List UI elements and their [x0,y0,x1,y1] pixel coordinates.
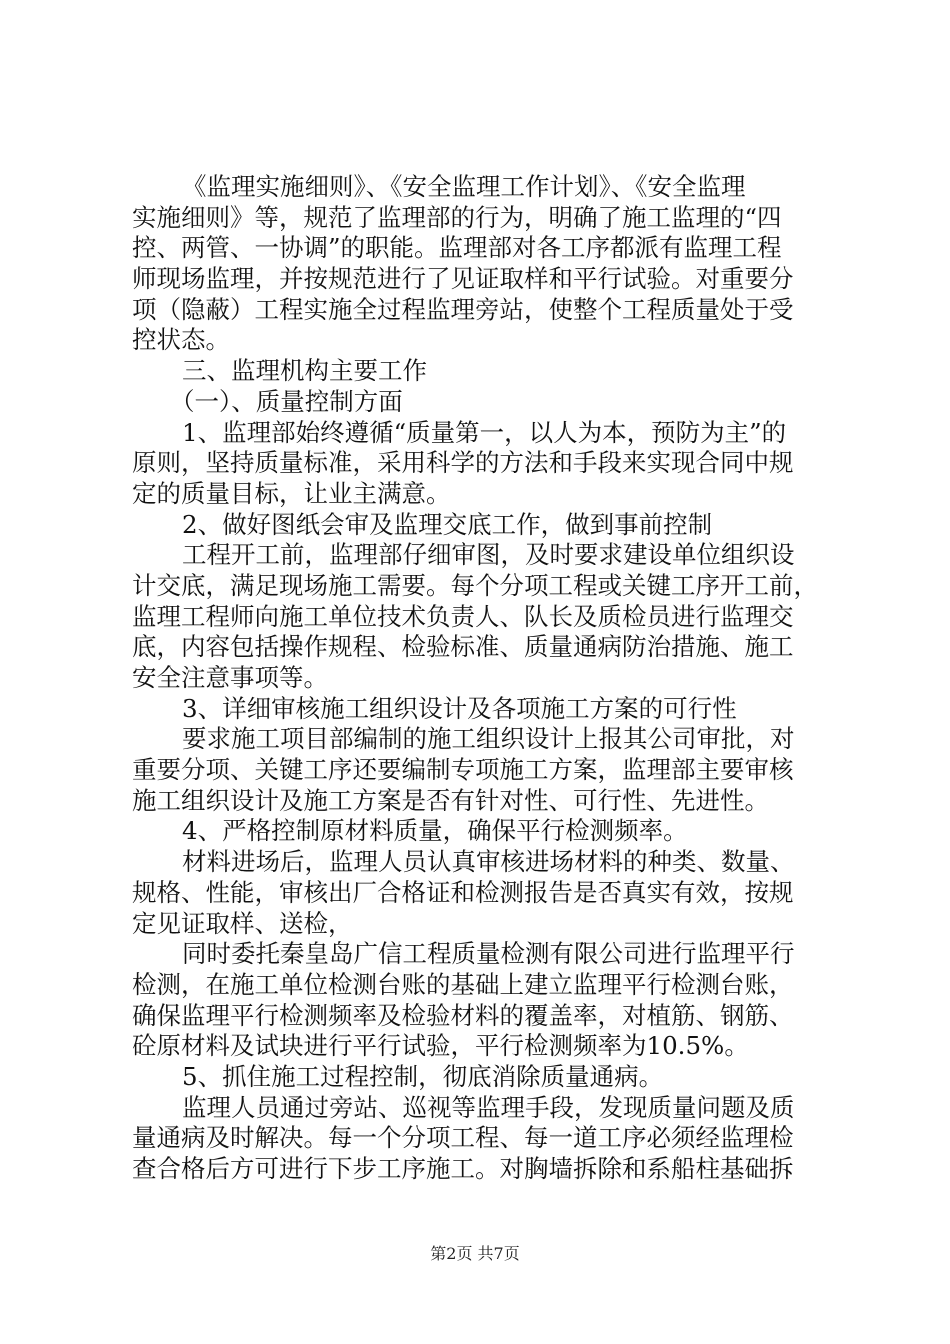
text-line: 监理人员通过旁站、巡视等监理手段，发现质量问题及质 [182,1092,795,1122]
subsection-heading: （一）、质量控制方面 [170,386,403,416]
text-line: 砼原材料及试块进行平行试验，平行检测频率为10.5%。 [132,1031,749,1061]
text-line: 控状态。 [132,325,230,355]
text-line: 监理工程师向施工单位技术负责人、队长及质检员进行监理交 [132,601,794,631]
text-line: 《监理实施细则》、《安全监理工作计划》、《安全监理 [182,172,746,201]
item-heading: 2、做好图纸会审及监理交底工作，做到事前控制 [182,509,713,539]
page-footer [0,1244,950,1264]
item-heading: 3、详细审核施工组织设计及各项施工方案的可行性 [182,693,737,723]
text-line: 底，内容包括操作规程、检验标准、质量通病防治措施、施工 [132,632,794,662]
text-line: 确保监理平行检测频率及检验材料的覆盖率，对植筋、钢筋、 [132,1000,794,1030]
text-line: 定见证取样、送检， [132,908,353,938]
text-line: 检测，在施工单位检测台账的基础上建立监理平行检测台账， [132,969,794,999]
text-line: 项（隐蔽）工程实施全过程监理旁站，使整个工程质量处于受 [132,294,794,324]
text-line: 量通病及时解决。每一个分项工程、每一道工序必须经监理检 [132,1123,794,1153]
text-line: 要求施工项目部编制的施工组织设计上报其公司审批，对 [182,724,795,754]
text-line: 师现场监理，并按规范进行了见证取样和平行试验。对重要分 [132,264,794,294]
text-line: 计交底，满足现场施工需要。每个分项工程或关键工序开工前， [132,570,818,600]
text-line: 规格、性能，审核出厂合格证和检测报告是否真实有效，按规 [132,877,794,907]
text-line: 安全注意事项等。 [132,663,328,692]
text-line: 同时委托秦皇岛广信工程质量检测有限公司进行监理平行 [182,939,795,969]
item-heading: 4、严格控制原材料质量，确保平行检测频率。 [182,816,688,846]
page-number: 第2页 共7页 [430,1244,520,1263]
text-line: 查合格后方可进行下步工序施工。对胸墙拆除和系船柱基础拆 [132,1154,794,1183]
text-line: 原则，坚持质量标准，采用科学的方法和手段来实现合同中规 [132,448,794,478]
text-line: 施工组织设计及施工方案是否有针对性、可行性、先进性。 [132,785,769,815]
text-line: 控、两管、一协调”的职能。监理部对各工序都派有监理工程 [132,233,782,263]
text-line: 工程开工前，监理部仔细审图，及时要求建设单位组织设 [182,540,795,570]
text-line: 材料进场后，监理人员认真审核进场材料的种类、数量、 [182,847,795,877]
text-line: 实施细则》等，规范了监理部的行为，明确了施工监理的“四 [132,202,782,232]
text-line: 定的质量目标，让业主满意。 [132,478,451,508]
text-line: 1、监理部始终遵循“质量第一，以人为本，预防为主”的 [182,417,787,447]
document-body [132,172,832,1185]
item-heading: 5、抓住施工过程控制，彻底消除质量通病。 [182,1061,664,1091]
section-heading: 三、监理机构主要工作 [182,356,427,386]
text-line: 重要分项、关键工序还要编制专项施工方案，监理部主要审核 [132,755,794,785]
